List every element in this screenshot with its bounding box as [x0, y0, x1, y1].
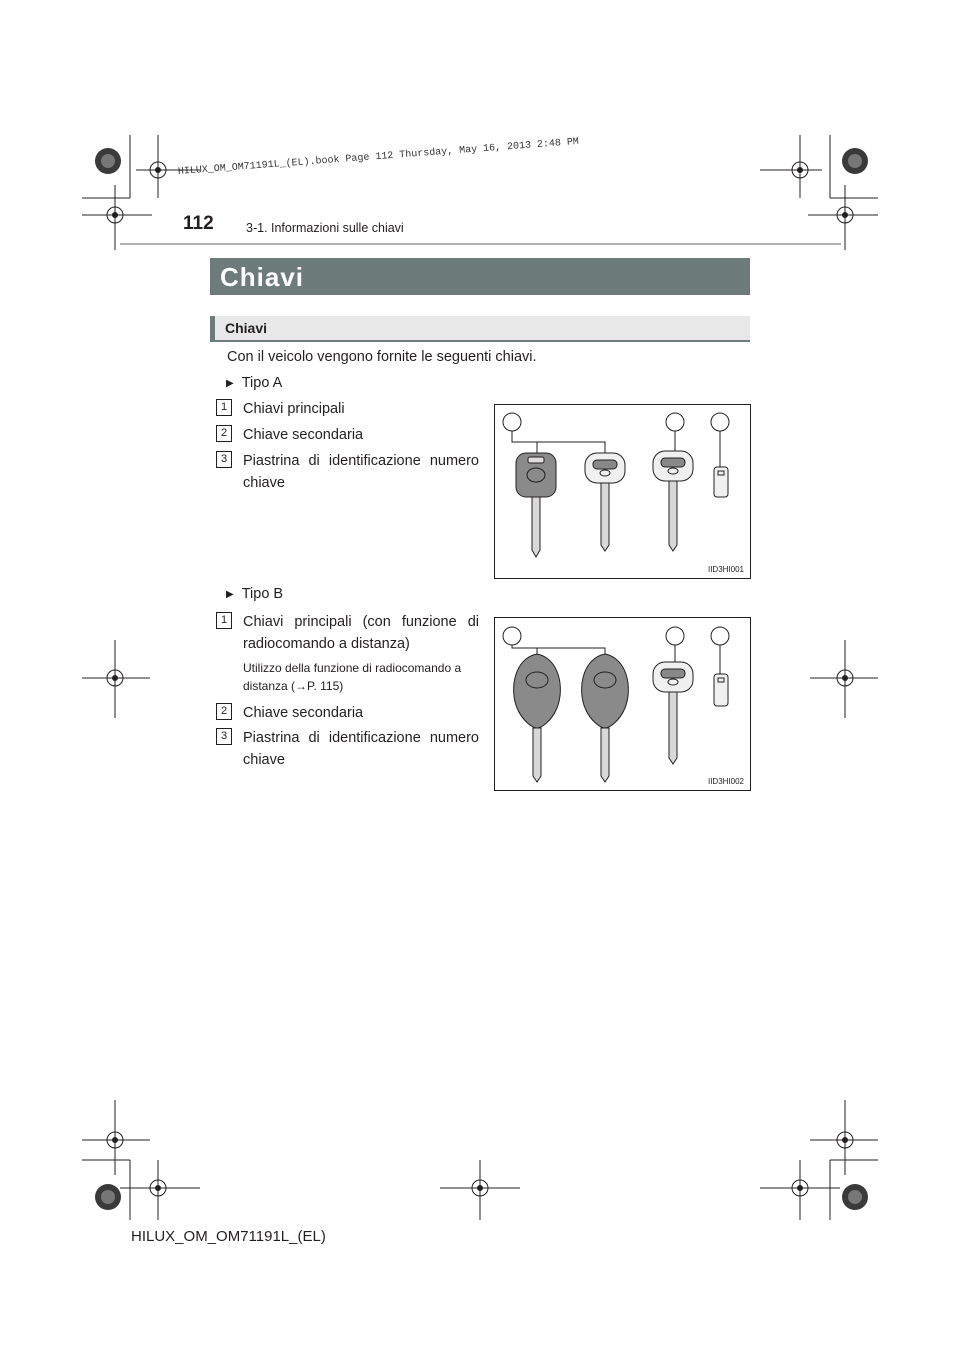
sub-key-icon [653, 451, 693, 551]
callout-number: 3 [216, 728, 232, 745]
figure-type-a [494, 404, 751, 579]
type-b-label: Tipo B [241, 586, 284, 602]
triangle-bullet-icon: ▶ [226, 378, 234, 389]
section-heading: 3-1. Informazioni sulle chiavi [246, 221, 404, 235]
type-b-item-3: Piastrina di identificazione numero chiave [243, 730, 479, 768]
subtitle: Chiavi [225, 320, 268, 336]
sub-key-icon [653, 662, 693, 764]
type-a-item-2: Chiave secondaria [243, 427, 364, 443]
callout-number: 2 [216, 425, 232, 442]
header-rule [120, 243, 841, 245]
remote-master-key-icon [582, 654, 629, 782]
keys-illustration-type-b [495, 618, 750, 790]
subtitle-bar [210, 316, 750, 342]
key-number-plate-icon [714, 467, 728, 497]
callout-number: 1 [216, 399, 232, 416]
figure-code: IID3HI001 [707, 565, 744, 574]
type-a-heading [226, 372, 282, 396]
type-b-heading [226, 583, 283, 607]
page-number: 112 [183, 213, 214, 234]
subtitle-accent [210, 316, 215, 340]
type-b-item-2: Chiave secondaria [243, 705, 364, 721]
callout-number: 1 [216, 612, 232, 629]
master-key-icon [516, 453, 556, 557]
type-a-item-1: Chiavi principali [243, 401, 345, 417]
book-info-line: HILUX_OM_OM71191L_(EL).book Page 112 Thursday, May 16, 2013 2:48 PM [177, 136, 580, 178]
figure-code: IID3HI002 [707, 777, 744, 786]
type-b-note: Utilizzo della funzione di radiocomando a distanza (→P. 115) [243, 661, 462, 693]
callout-number: 3 [216, 451, 232, 468]
type-a-label: Tipo A [241, 375, 283, 391]
page-title: Chiavi [220, 262, 305, 292]
keys-illustration-type-a [495, 405, 750, 578]
callout-number: 2 [216, 703, 232, 720]
key-number-plate-icon [714, 674, 728, 706]
triangle-bullet-icon: ▶ [226, 589, 234, 600]
type-b-item-1: Chiavi principali (con funzione di radiocomando a distanza) [243, 614, 479, 652]
remote-master-key-icon [514, 654, 561, 782]
intro-text: Con il veicolo vengono fornite le seguenti chiavi. [227, 349, 537, 365]
figure-type-b [494, 617, 751, 791]
valet-key-icon [585, 453, 625, 551]
footer-code: HILUX_OM_OM71191L_(EL) [131, 1228, 326, 1245]
type-a-item-3: Piastrina di identificazione numero chiave [243, 453, 479, 491]
